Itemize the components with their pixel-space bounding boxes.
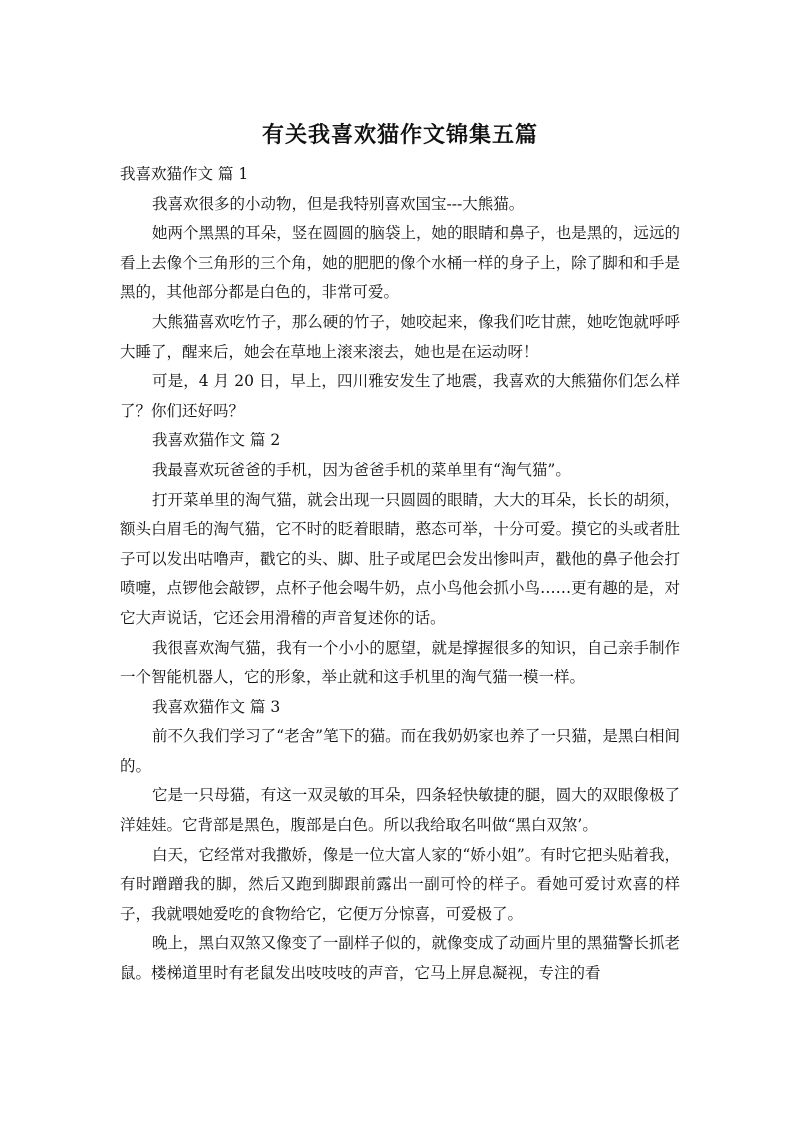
paragraph: 打开菜单里的淘气猫，就会出现一只圆圆的眼睛，大大的耳朵，长长的胡须，额头白眉毛的淘气猫，它不时的眨着眼睛，憨态可举，十分可爱。摸它的头或者肚子可以发出咕噜声，戳它的头、脚、肚子或尾巴会发出惨叫声，戳他的鼻子他会打喷嚏，点锣他会敲锣，点杯子他会喝牛奶，点小鸟他会抓小鸟……更有趣的是，对它大声说话，它还会用滑稽的声音复述你的话。 [120,490,680,627]
paragraph: 大熊猫喜欢吃竹子，那么硬的竹子，她咬起来，像我们吃甘蔗，她吃饱就呼呼大睡了，醒来后，她会在草地上滚来滚去，她也是在运动呀！ [120,312,680,361]
paragraph: 白天，它经常对我撒娇，像是一位大富人家的“娇小姐”。有时它把头贴着我，有时蹭蹭我的脚，然后又跑到脚跟前露出一副可怜的样子。看她可爱讨欢喜的样子，我就喂她爱吃的食物给它，它便万分惊喜，可爱极了。 [120,845,680,923]
paragraph: 我很喜欢淘气猫，我有一个小小的愿望，就是撑握很多的知识，自己亲手制作一个智能机器人，它的形象，举止就和这手机里的淘气猫一模一样。 [120,638,680,687]
paragraph: 我喜欢很多的小动物，但是我特别喜欢国宝---大熊猫。 [152,194,525,213]
section-heading: 我喜欢猫作文 篇 1 [120,165,249,183]
paragraph: 晚上，黑白双煞又像变了一副样子似的，就像变成了动画片里的黑猫警长抓老鼠。楼梯道里时有老鼠发出吱吱吱的声音，它马上屏息凝视，专注的看 [120,934,680,983]
paragraph: 前不久我们学习了“老舍”笔下的猫。而在我奶奶家也养了一只猫，是黑白相间的。 [120,727,680,775]
section-heading: 我喜欢猫作文 篇 2 [152,431,281,450]
document-title: 有关我喜欢猫作文锦集五篇 [261,123,538,148]
paragraph: 她两个黑黑的耳朵，竖在圆圆的脑袋上，她的眼睛和鼻子，也是黑的，远远的看上去像个三角形的三个角，她的肥肥的像个水桶一样的身子上，除了脚和和手是黑的，其他部分都是白色的，非常可爱。 [120,224,680,302]
paragraph: 可是，4 月 20 日，早上，四川雅安发生了地震，我喜欢的大熊猫你们怎么样了？你们还好吗？ [120,372,680,420]
document-body [120,160,680,989]
section-heading: 我喜欢猫作文 篇 3 [152,697,281,716]
paragraph: 它是一只母猫，有这一双灵敏的耳朵，四条轻快敏捷的腿，圆大的双眼像极了洋娃娃。它背部是黑色，腹部是白色。所以我给取名叫做“黑白双煞’。 [120,786,680,835]
paragraph: 我最喜欢玩爸爸的手机，因为爸爸手机的菜单里有“淘气猫”。 [152,460,571,479]
